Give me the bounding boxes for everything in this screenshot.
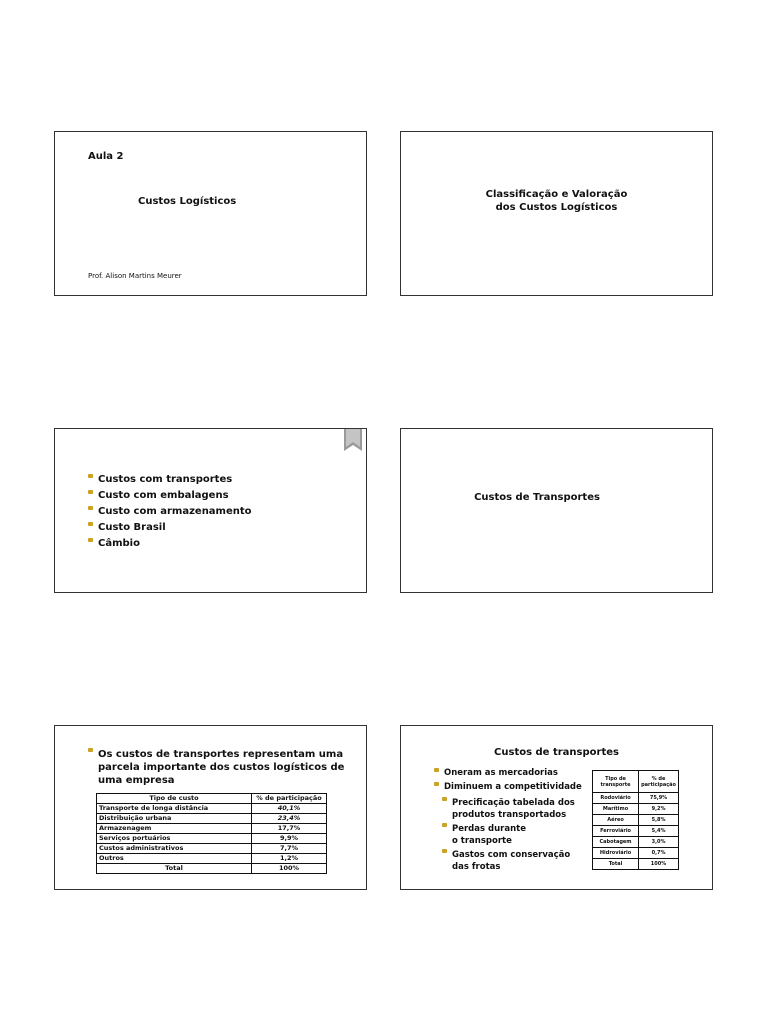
list-item — [442, 849, 575, 873]
slide-1-author: Prof. Alison Martins Meurer — [88, 272, 182, 280]
table-cell: 3,0% — [639, 837, 679, 848]
table-row — [97, 804, 327, 814]
slide-6-sub-bullets — [442, 797, 575, 873]
cost-share-table — [96, 793, 327, 874]
slide-2-title-line-2: dos Custos Logísticos — [495, 202, 618, 213]
slide-1-title: Custos Logísticos — [138, 196, 237, 207]
transport-share-table — [592, 770, 679, 870]
list-item: Custo com armazenamento — [88, 506, 252, 522]
table-cell: Ferroviário — [593, 826, 639, 837]
slide-6-title: Custos de transportes — [494, 747, 619, 758]
table-row — [97, 824, 327, 834]
table-row — [593, 859, 679, 870]
table-cell: 100% — [639, 859, 679, 870]
table-cell: 5,4% — [639, 826, 679, 837]
table-cell: Serviços portuários — [97, 834, 252, 844]
list-item: Câmbio — [88, 538, 252, 554]
slide-1 — [54, 131, 367, 296]
table-cell: Aéreo — [593, 815, 639, 826]
slide-4 — [400, 428, 713, 593]
sub-bullet-line: Precificação tabelada dos — [452, 798, 575, 808]
table-header — [593, 771, 639, 793]
header-line: participação — [641, 781, 676, 788]
header-line: Tipo de — [605, 775, 626, 782]
header-line: transporte — [600, 781, 631, 788]
slide-6-bullets — [434, 768, 582, 796]
slide-4-title: Custos de Transportes — [474, 492, 600, 503]
table-cell: 75,9% — [639, 793, 679, 804]
table-header-row — [593, 771, 679, 793]
table-cell: Rodoviário — [593, 793, 639, 804]
table-cell: Armazenagem — [97, 824, 252, 834]
list-item: Custo com embalagens — [88, 490, 252, 506]
table-cell: 9,2% — [639, 804, 679, 815]
table-row — [593, 826, 679, 837]
table-cell: Total — [593, 859, 639, 870]
slide-5 — [54, 725, 367, 890]
table-cell: Total — [97, 864, 252, 874]
sub-bullet-line: das frotas — [452, 862, 501, 872]
slide-2 — [400, 131, 713, 296]
table-header — [639, 771, 679, 793]
sub-bullet-line: Perdas durante — [452, 824, 526, 834]
slide-3-bullets — [88, 474, 252, 554]
table-row — [593, 837, 679, 848]
table-row — [593, 793, 679, 804]
table-cell: Marítimo — [593, 804, 639, 815]
list-item: Custos com transportes — [88, 474, 252, 490]
slide-5-bullet-line-2: parcela importante dos custos logísticos de — [98, 762, 345, 773]
table-cell: 7,7% — [252, 844, 327, 854]
table-header: % de participação — [252, 794, 327, 804]
table-cell: 5,8% — [639, 815, 679, 826]
table-cell: Cabotagem — [593, 837, 639, 848]
list-item — [442, 823, 575, 847]
table-cell: Hidroviário — [593, 848, 639, 859]
slide-5-bullet-line-3: uma empresa — [98, 775, 175, 786]
table-cell: 17,7% — [252, 824, 327, 834]
table-row — [593, 815, 679, 826]
slide-5-bullets — [88, 748, 344, 787]
table-cell: 23,4% — [252, 814, 327, 824]
table-row — [97, 864, 327, 874]
list-item — [88, 748, 344, 787]
list-item: Custo Brasil — [88, 522, 252, 538]
sub-bullet-line: o transporte — [452, 836, 512, 846]
table-cell: 1,2% — [252, 854, 327, 864]
sub-bullet-line: produtos transportados — [452, 810, 567, 820]
table-header: Tipo de custo — [97, 794, 252, 804]
list-item: Diminuem a competitividade — [434, 782, 582, 796]
table-row — [97, 844, 327, 854]
slide-3 — [54, 428, 367, 593]
table-cell: Distribuição urbana — [97, 814, 252, 824]
table-cell: Transporte de longa distância — [97, 804, 252, 814]
bookmark-ribbon-icon — [344, 429, 362, 451]
header-line: % de — [651, 775, 666, 782]
table-header-row — [97, 794, 327, 804]
table-row — [97, 834, 327, 844]
table-row — [593, 804, 679, 815]
list-item: Oneram as mercadorias — [434, 768, 582, 782]
table-cell: 0,7% — [639, 848, 679, 859]
table-row — [97, 854, 327, 864]
slide-1-aula: Aula 2 — [88, 151, 124, 162]
slide-2-title-line-1: Classificação e Valoração — [485, 189, 628, 200]
list-item — [442, 797, 575, 821]
sub-bullet-line: Gastos com conservação — [452, 850, 571, 860]
table-cell: 9,9% — [252, 834, 327, 844]
table-cell: Outros — [97, 854, 252, 864]
table-cell: Custos administrativos — [97, 844, 252, 854]
table-row — [593, 848, 679, 859]
table-cell: 100% — [252, 864, 327, 874]
table-row — [97, 814, 327, 824]
table-cell: 40,1% — [252, 804, 327, 814]
slide-5-bullet-line-1: Os custos de transportes representam uma — [98, 749, 344, 760]
slide-6 — [400, 725, 713, 890]
